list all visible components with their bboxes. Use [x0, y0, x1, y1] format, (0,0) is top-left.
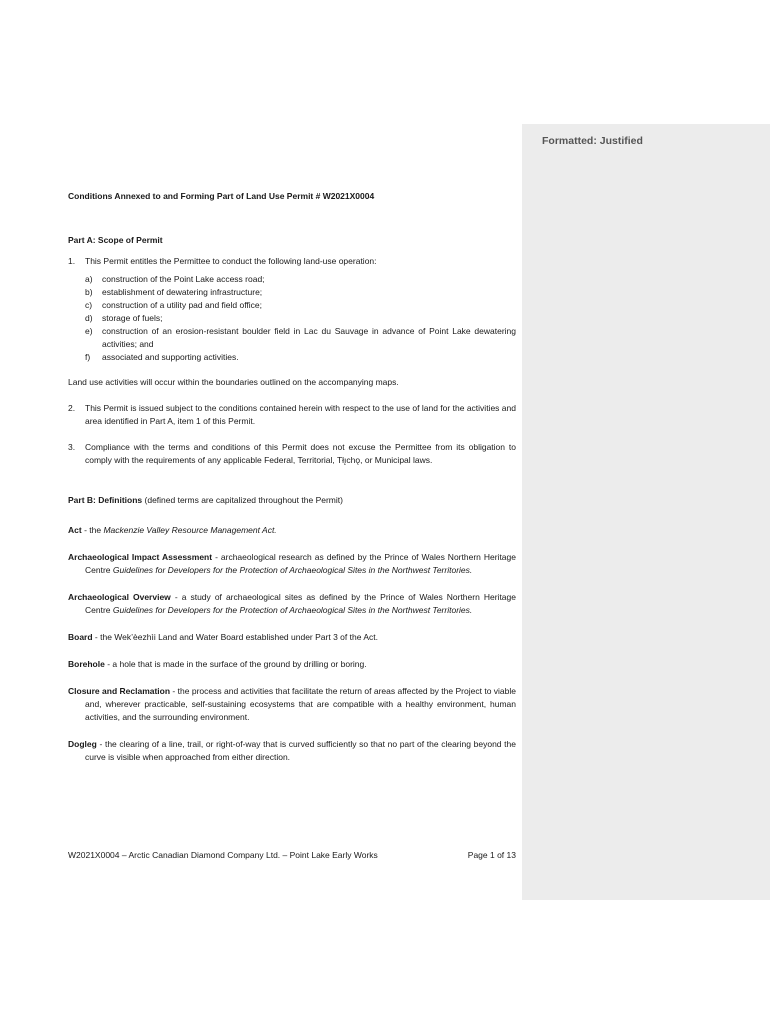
definition-separator: - the: [81, 525, 104, 535]
definition-act: [68, 524, 516, 537]
definition-separator: -: [96, 739, 105, 749]
list-item: [85, 351, 516, 364]
numbered-item-1: [68, 255, 516, 268]
definition-term: Closure and Reclamation: [68, 686, 171, 696]
definition-separator: -: [170, 686, 178, 696]
numbered-item-3: [68, 441, 516, 467]
definition-separator: -: [104, 659, 113, 669]
item-number: 3.: [68, 442, 76, 452]
definition-text: archaeological research as defined by the Prince of Wales Northern Heritage Centre: [85, 552, 516, 575]
boundary-note: Land use activities will occur within the boundaries outlined on the accompanying maps.: [68, 377, 399, 387]
list-letter: f): [85, 352, 91, 362]
part-b-heading: [68, 494, 516, 507]
page-footer: [68, 850, 516, 860]
footer-page-number: Page 1 of 13: [467, 850, 516, 860]
list-item: [85, 312, 516, 325]
list-letter: d): [85, 313, 93, 323]
definition-closure-and-reclamation: [68, 685, 516, 724]
list-text: establishment of dewatering infrastructure;: [102, 287, 263, 297]
list-letter: c): [85, 300, 93, 310]
definition-term: Archaeological Impact Assessment: [68, 552, 213, 562]
document-title: Conditions Annexed to and Forming Part of Land Use Permit # W2021X0004: [68, 191, 375, 201]
item-text: This Permit is issued subject to the conditions contained herein with respect to the use of land for the activities and area identified in Part A, item 1 of this Permit.: [85, 403, 516, 426]
definition-text: a hole that is made in the surface of the ground by drilling or boring.: [112, 659, 367, 669]
part-a-heading: Part A: Scope of Permit: [68, 235, 163, 245]
list-text: construction of an erosion-resistant boulder field in Lac du Sauvage in advance of Point Lake dewatering activities; and: [102, 326, 516, 349]
part-b-subtitle: (defined terms are capitalized throughout the Permit): [142, 495, 343, 505]
list-item: [85, 286, 516, 299]
list-letter: a): [85, 274, 93, 284]
definition-italic: Guidelines for Developers for the Protection of Archaeological Sites in the Northwest Territories.: [112, 605, 473, 615]
definition-archaeological-overview: [68, 591, 516, 617]
definition-text: the Wek’èezhìi Land and Water Board established under Part 3 of the Act.: [100, 632, 378, 642]
part-b-title: Part B: Definitions: [68, 495, 143, 505]
definition-archaeological-impact-assessment: [68, 551, 516, 577]
numbered-item-2: [68, 402, 516, 428]
definition-italic: Mackenzie Valley Resource Management Act.: [103, 525, 277, 535]
definition-italic: Guidelines for Developers for the Protection of Archaeological Sites in the Northwest Territories.: [112, 565, 473, 575]
comment-label: Formatted: Justified: [542, 135, 643, 147]
definition-text: the clearing of a line, trail, or right-of-way that is curved sufficiently so that no part of the clearing beyond the curve is visible when approached from either direction.: [85, 739, 516, 762]
definition-board: [68, 631, 516, 644]
list-letter: e): [85, 326, 93, 336]
definition-term: Dogleg: [68, 739, 97, 749]
definition-separator: -: [170, 592, 182, 602]
definition-term: Archaeological Overview: [68, 592, 171, 602]
item-number: 1.: [68, 256, 76, 266]
list-text: associated and supporting activities.: [102, 352, 239, 362]
list-item: [85, 325, 516, 351]
definition-dogleg: [68, 738, 516, 764]
definition-term: Board: [68, 632, 93, 642]
comment-pane: [522, 124, 770, 900]
definition-text: a study of archaeological sites as defined by the Prince of Wales Northern Heritage Centre: [85, 592, 516, 615]
footer-document-id: W2021X0004 – Arctic Canadian Diamond Company Ltd. – Point Lake Early Works: [68, 850, 378, 860]
sub-list: [68, 273, 516, 364]
definition-term: Borehole: [68, 659, 105, 669]
list-text: construction of a utility pad and field office;: [102, 300, 263, 310]
definition-text: the process and activities that facilitate the return of areas affected by the Project to viable and, wherever practicable, self-sustaining ecosystems that are compatible with a healthy environment, human activities, and the surrounding environment.: [85, 686, 516, 722]
document-page: [68, 190, 516, 778]
list-text: construction of the Point Lake access road;: [102, 274, 265, 284]
item-text: This Permit entitles the Permittee to conduct the following land-use operation:: [85, 256, 377, 266]
list-item: [85, 299, 516, 312]
item-text: Compliance with the terms and conditions of this Permit does not excuse the Permittee from its obligation to comply with the requirements of any applicable Federal, Territorial, Tłı̨chǫ, or Municipal laws.: [85, 442, 516, 465]
definition-term: Act: [68, 525, 82, 535]
item-number: 2.: [68, 403, 76, 413]
list-item: [85, 273, 516, 286]
list-letter: b): [85, 287, 93, 297]
definition-borehole: [68, 658, 516, 671]
definition-separator: -: [92, 632, 101, 642]
definition-separator: -: [212, 552, 221, 562]
list-text: storage of fuels;: [102, 313, 163, 323]
